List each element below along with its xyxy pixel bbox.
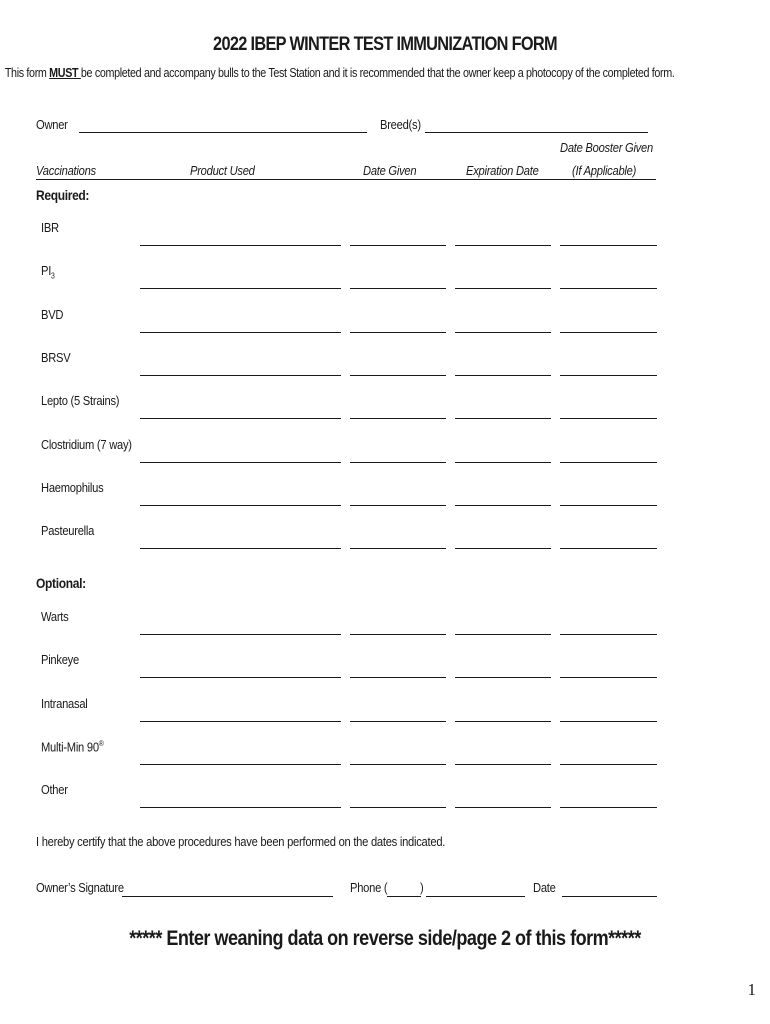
page-number: 1 <box>747 980 756 999</box>
product-used-field[interactable] <box>140 807 341 808</box>
expiration-date-field[interactable] <box>455 807 551 808</box>
product-used-field[interactable] <box>140 764 341 765</box>
vaccine-label: $PI_3$ <box>41 263 55 281</box>
vaccine-label: IBR <box>41 220 59 235</box>
vaccine-label: Intranasal <box>41 695 88 711</box>
date-given-field[interactable] <box>350 288 446 289</box>
product-used-field[interactable] <box>140 677 341 678</box>
date-given-field[interactable] <box>350 764 446 765</box>
phone-close-paren: ) <box>420 880 424 895</box>
product-used-field[interactable] <box>140 245 341 246</box>
product-used-field[interactable] <box>140 418 341 419</box>
date-booster-field[interactable] <box>560 288 657 289</box>
vaccine-label: Warts <box>41 609 69 624</box>
date-given-field[interactable] <box>350 634 446 635</box>
product-used-field[interactable] <box>140 332 341 333</box>
instruction-emphasis: MUST <box>49 66 81 80</box>
footer-note: ***** Enter weaning data on reverse side/page 2 of this form***** <box>129 927 641 950</box>
product-used-field[interactable] <box>140 505 341 506</box>
expiration-date-field[interactable] <box>455 332 551 333</box>
phone-number-field[interactable] <box>426 896 525 897</box>
date-given-field[interactable] <box>350 375 446 376</box>
signature-field[interactable] <box>122 896 333 897</box>
optional-section-label: Optional: <box>36 575 86 591</box>
product-used-field[interactable] <box>140 288 341 289</box>
vaccine-label: Other <box>41 782 68 798</box>
required-section-label: Required: <box>36 187 90 203</box>
vaccine-label: Pasteurella <box>41 523 95 539</box>
expiration-date-field[interactable] <box>455 677 551 678</box>
breed-field[interactable] <box>425 132 648 133</box>
pi-subscript: 3 <box>51 271 55 281</box>
vaccine-label: BVD <box>41 306 64 322</box>
instruction-text: This form MUST be completed and accompany bulls to the Test Station and it is recommended that the owner keep a photocopy of the completed form. <box>4 66 675 80</box>
column-header-expiration: Expiration Date <box>466 163 539 178</box>
date-given-field[interactable] <box>350 462 446 463</box>
date-label: Date <box>533 880 556 895</box>
expiration-date-field[interactable] <box>455 505 551 506</box>
date-booster-field[interactable] <box>560 807 657 808</box>
form-title: 2022 IBEP WINTER TEST IMMUNIZATION FORM <box>213 34 557 55</box>
vaccine-label: Clostridium (7 way) <box>41 436 132 452</box>
date-given-field[interactable] <box>350 721 446 722</box>
product-used-field[interactable] <box>140 375 341 376</box>
expiration-date-field[interactable] <box>455 548 551 549</box>
date-booster-field[interactable] <box>560 505 657 506</box>
date-given-field[interactable] <box>350 332 446 333</box>
date-given-field[interactable] <box>350 807 446 808</box>
date-booster-field[interactable] <box>560 245 657 246</box>
date-booster-field[interactable] <box>560 677 657 678</box>
signature-label: Owner’s Signature <box>36 880 124 895</box>
column-header-booster-line1: Date Booster Given <box>560 140 653 155</box>
phone-label: Phone ( <box>350 880 388 895</box>
expiration-date-field[interactable] <box>455 288 551 289</box>
expiration-date-field[interactable] <box>455 634 551 635</box>
registered-mark: ® <box>98 738 104 748</box>
phone-area-code-field[interactable] <box>387 896 421 897</box>
column-header-product: Product Used <box>190 163 255 178</box>
expiration-date-field[interactable] <box>455 245 551 246</box>
owner-label: Owner <box>36 117 68 132</box>
date-booster-field[interactable] <box>560 764 657 765</box>
vaccine-label: Pinkeye <box>41 652 79 668</box>
date-booster-field[interactable] <box>560 634 657 635</box>
column-header-vaccinations: Vaccinations <box>36 163 96 178</box>
vaccine-label: Haemophilus <box>41 479 104 495</box>
column-header-booster-line2: (If Applicable) <box>572 163 637 178</box>
date-given-field[interactable] <box>350 505 446 506</box>
expiration-date-field[interactable] <box>455 462 551 463</box>
date-field[interactable] <box>562 896 657 897</box>
date-booster-field[interactable] <box>560 462 657 463</box>
date-booster-field[interactable] <box>560 721 657 722</box>
date-booster-field[interactable] <box>560 332 657 333</box>
date-booster-field[interactable] <box>560 375 657 376</box>
header-rule <box>36 179 656 180</box>
expiration-date-field[interactable] <box>455 375 551 376</box>
date-given-field[interactable] <box>350 677 446 678</box>
date-given-field[interactable] <box>350 418 446 419</box>
vaccine-label: Multi-Min 90® <box>41 738 104 755</box>
expiration-date-field[interactable] <box>455 418 551 419</box>
owner-field[interactable] <box>79 132 367 133</box>
product-used-field[interactable] <box>140 634 341 635</box>
breed-label: Breed(s) <box>380 117 421 132</box>
product-used-field[interactable] <box>140 548 341 549</box>
column-header-date-given: Date Given <box>363 163 417 178</box>
vaccine-label: Lepto (5 Strains) <box>41 393 120 409</box>
date-booster-field[interactable] <box>560 548 657 549</box>
expiration-date-field[interactable] <box>455 764 551 765</box>
date-given-field[interactable] <box>350 548 446 549</box>
product-used-field[interactable] <box>140 721 341 722</box>
expiration-date-field[interactable] <box>455 721 551 722</box>
product-used-field[interactable] <box>140 462 341 463</box>
vaccine-label: BRSV <box>41 349 71 365</box>
date-booster-field[interactable] <box>560 418 657 419</box>
date-given-field[interactable] <box>350 245 446 246</box>
certification-text: I hereby certify that the above procedures have been performed on the dates indicated. <box>36 834 446 849</box>
